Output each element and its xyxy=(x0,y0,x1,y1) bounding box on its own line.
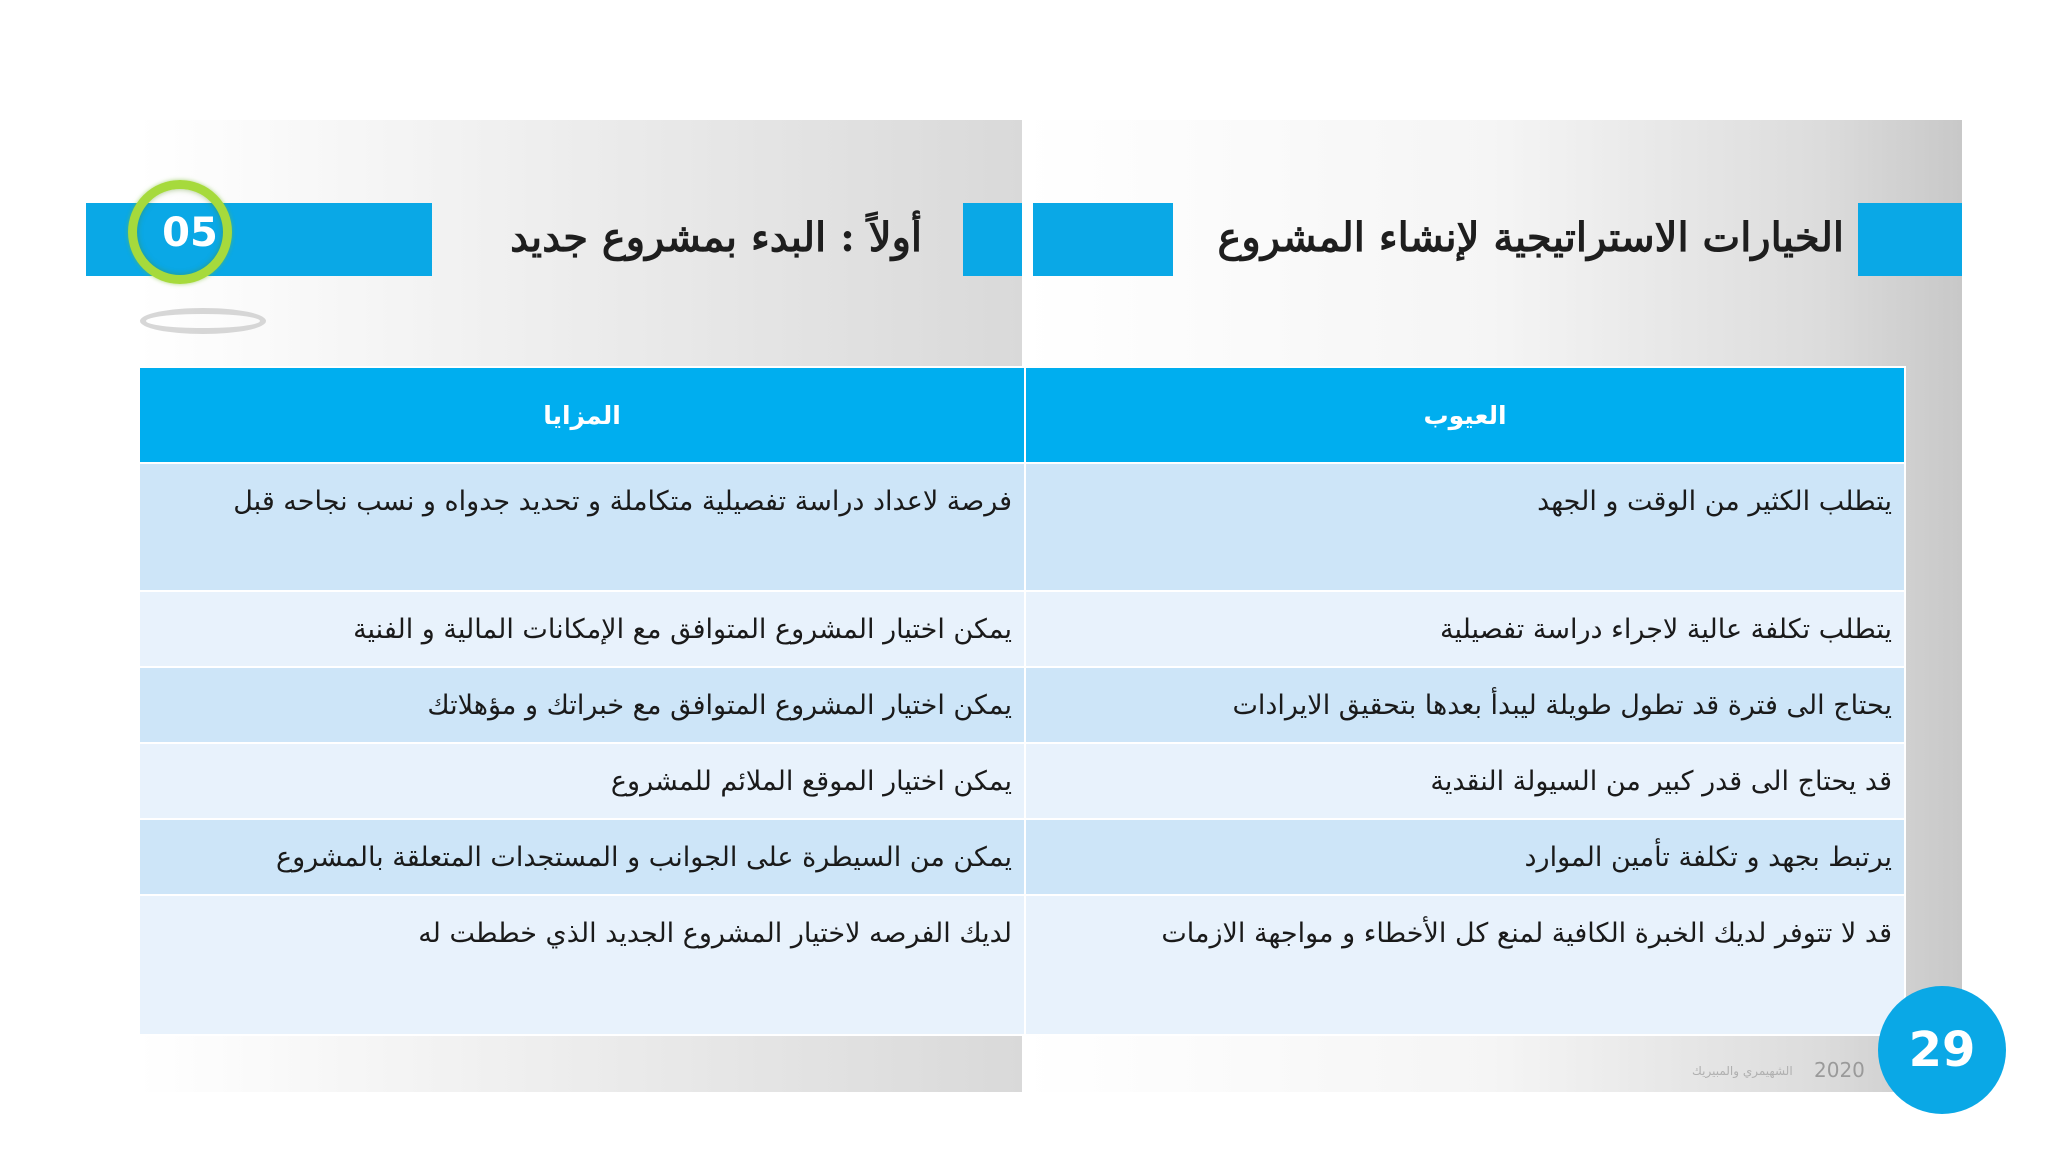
ring-shadow-decoration xyxy=(140,308,266,334)
table-row xyxy=(139,463,1905,591)
slide-title: الخيارات الاستراتيجية لإنشاء المشروع xyxy=(1217,214,1844,261)
pros-cons-table xyxy=(138,366,1906,1036)
table-row xyxy=(139,743,1905,819)
pros-cell: لديك الفرصه لاختيار المشروع الجديد الذي خططت له xyxy=(139,895,1025,1035)
page-number-badge xyxy=(1878,986,2006,1114)
cons-cell: يرتبط بجهد و تكلفة تأمين الموارد xyxy=(1025,819,1905,895)
title-right-accent-bar xyxy=(1858,203,1962,276)
pros-column-header: المزايا xyxy=(139,367,1025,463)
slide-subtitle: أولاً : البدء بمشروع جديد xyxy=(510,214,922,261)
cons-cell: يتطلب الكثير من الوقت و الجهد xyxy=(1025,463,1905,591)
cons-cell: قد لا تتوفر لديك الخبرة الكافية لمنع كل الأخطاء و مواجهة الازمات xyxy=(1025,895,1905,1035)
table-row xyxy=(139,591,1905,667)
pros-cell: يمكن اختيار الموقع الملائم للمشروع xyxy=(139,743,1025,819)
footer-authors: الشهيمري والمبيريك xyxy=(1692,1064,1793,1078)
cons-cell: قد يحتاج الى قدر كبير من السيولة النقدية xyxy=(1025,743,1905,819)
table-header-row xyxy=(139,367,1905,463)
cons-column-header: العيوب xyxy=(1025,367,1905,463)
table-row xyxy=(139,667,1905,743)
table-row xyxy=(139,819,1905,895)
footer-year: 2020 xyxy=(1814,1058,1865,1082)
page-number: 29 xyxy=(1908,1022,1976,1078)
cons-cell: يتطلب تكلفة عالية لاجراء دراسة تفصيلية xyxy=(1025,591,1905,667)
pros-cell: فرصة لاعداد دراسة تفصيلية متكاملة و تحديد جدواه و نسب نجاحه قبل xyxy=(139,463,1025,591)
title-left-accent-bar xyxy=(1033,203,1173,276)
subtitle-accent-bar xyxy=(963,203,1022,276)
pros-cell: يمكن من السيطرة على الجوانب و المستجدات المتعلقة بالمشروع xyxy=(139,819,1025,895)
pros-cell: يمكن اختيار المشروع المتوافق مع الإمكانات المالية و الفنية xyxy=(139,591,1025,667)
section-number: 05 xyxy=(162,210,218,256)
cons-cell: يحتاج الى فترة قد تطول طويلة ليبدأ بعدها بتحقيق الايرادات xyxy=(1025,667,1905,743)
table-row xyxy=(139,895,1905,1035)
pros-cell: يمكن اختيار المشروع المتوافق مع خبراتك و مؤهلاتك xyxy=(139,667,1025,743)
